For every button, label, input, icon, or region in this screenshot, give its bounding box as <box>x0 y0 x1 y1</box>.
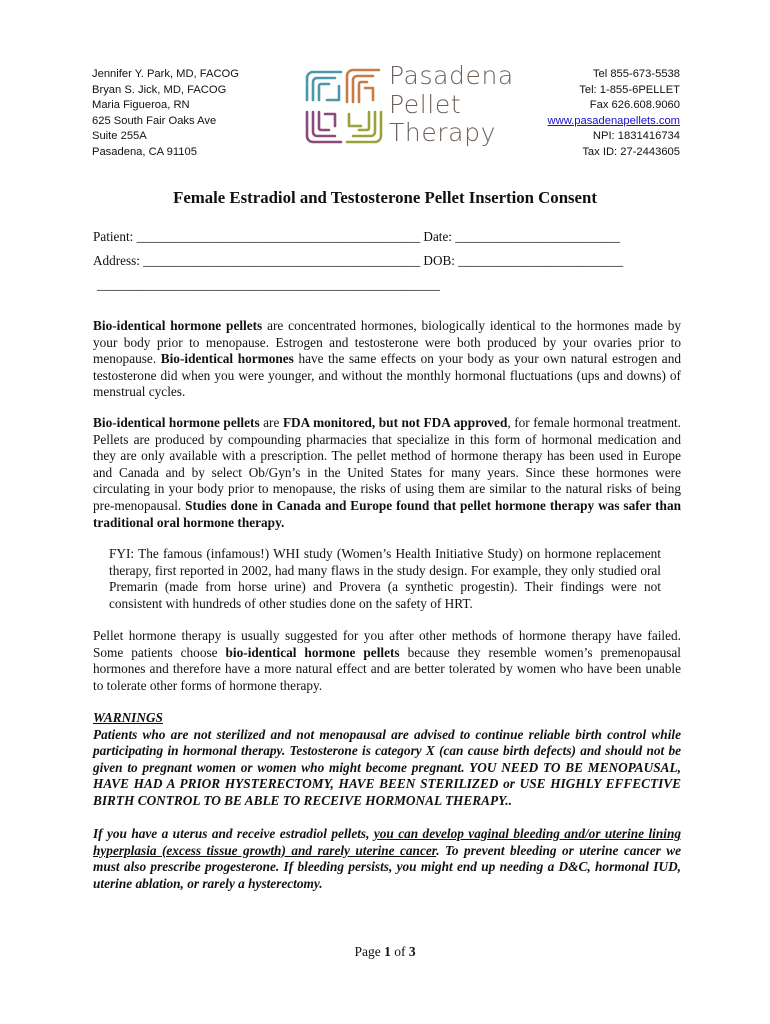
document-title: Female Estradiol and Testosterone Pellet Insertion Consent <box>173 188 597 207</box>
address-continuation-field[interactable]: ____________________________________________________ <box>97 277 440 292</box>
estradiol-warning: If you have a uterus and receive estradiol pellets, you can develop vaginal bleeding and/or uterine lining hyperplasia (excess tissue growth) and rarely uterine cancer. To prevent bleeding or uterine cancer we must also prescribe progesterone. If bleeding persists, you might end up needing a D&C, hormonal IUD, uterine ablation, or rarely a hysterectomy. <box>93 826 682 891</box>
pasadena-pellet-logo <box>303 62 513 154</box>
logo-wordmark: Pasadena Pellet Therapy <box>389 61 514 147</box>
paragraph-bioidentical-intro: Bio-identical hormone pellets are concentrated hormones, biologically identical to the hormones made by your body prior to menopause. Estrogen and testosterone were both produced by your ovaries prior to menopause. Bio-identical hormones have the same effects on your body as your own natural estrogen and testosterone did when you were younger, and without the monthly hormonal fluctuations (ups and downs) of menstrual cycles. <box>93 318 682 400</box>
npi-number: NPI: 1831416734 <box>592 130 680 143</box>
paragraph-pellet-therapy-usage: Pellet hormone therapy is usually suggested for you after other methods of hormone therapy have failed. Some patients choose bio-identical hormone pellets because they resemble women’s premenopausal hormones and therefore have a more natural effect and are better tolerated by women who have been unable to tolerate other forms of hormone therapy. <box>93 628 681 693</box>
provider-name: Maria Figueroa, RN <box>92 99 190 112</box>
contact-info <box>548 67 680 161</box>
warnings-section <box>93 710 681 810</box>
provider-name: Jennifer Y. Park, MD, FACOG <box>92 68 239 80</box>
tax-id: Tax ID: 27-2443605 <box>582 145 680 158</box>
address-city: Pasadena, CA 91105 <box>92 145 197 158</box>
warnings-heading: WARNINGS <box>93 710 163 725</box>
phone-number-alt: Tel: 1-855-6PELLET <box>579 83 680 96</box>
address-street: 625 South Fair Oaks Ave <box>92 114 217 127</box>
address-suite: Suite 255A <box>92 130 147 143</box>
practice-info <box>92 67 239 161</box>
warnings-text: Patients who are not sterilized and not menopausal are advised to continue reliable birth control while participating in hormonal therapy. Testosterone is category X (can cause birth defects) and should not be given to pregnant women or women who might become pregnant. YOU NEED TO BE MENOPAUSAL, HAVE HAD A PRIOR HYSTERECTOMY, HAVE BEEN STERILIZED or USE HIGHLY EFFECTIVE BIRTH CONTROL TO BE ABLE TO RECEIVE HORMONAL THERAPY.. <box>93 726 681 808</box>
address-dob-field[interactable]: Address: __________________________________________ DOB: _________________________ <box>93 253 624 268</box>
fax-number: Fax 626.608.9060 <box>589 99 680 112</box>
website-link[interactable]: www.pasadenapellets.com <box>547 114 680 127</box>
logo-mark-icon <box>303 66 385 148</box>
patient-date-field[interactable]: Patient: ___________________________________________ Date: _________________________ <box>93 229 621 244</box>
paragraph-fda-status: Bio-identical hormone pellets are FDA monitored, but not FDA approved, for female hormonal treatment. Pellets are produced by compounding pharmacies that specialize in this form of hormonal medication and they are only available with a prescription. The pellet method of hormone therapy has been used in Europe and Canada and by select Ob/Gyn’s in the United States for many years. Since these hormones were circulating in your body prior to menopause, the risks of using them are similar to the natural risks of being pre-menopausal. Studies done in Canada and Europe found that pellet hormone therapy was safer than traditional oral hormone therapy. <box>93 415 681 530</box>
paragraph-fyi-whi-study: FYI: The famous (infamous!) WHI study (Women’s Health Initiative Study) on hormone replacement therapy, first reported in 2002, had many flaws in the study design. For example, they only studied oral Premarin (made from horse urine) and Provera (a synthetic progestin). Their findings were not consistent with hundreds of other studies done on the safety of HRT. <box>109 546 661 611</box>
page-number: Page 1 of 3 <box>354 944 416 959</box>
provider-name: Bryan S. Jick, MD, FACOG <box>92 83 227 96</box>
phone-number: Tel 855-673-5538 <box>592 68 680 80</box>
